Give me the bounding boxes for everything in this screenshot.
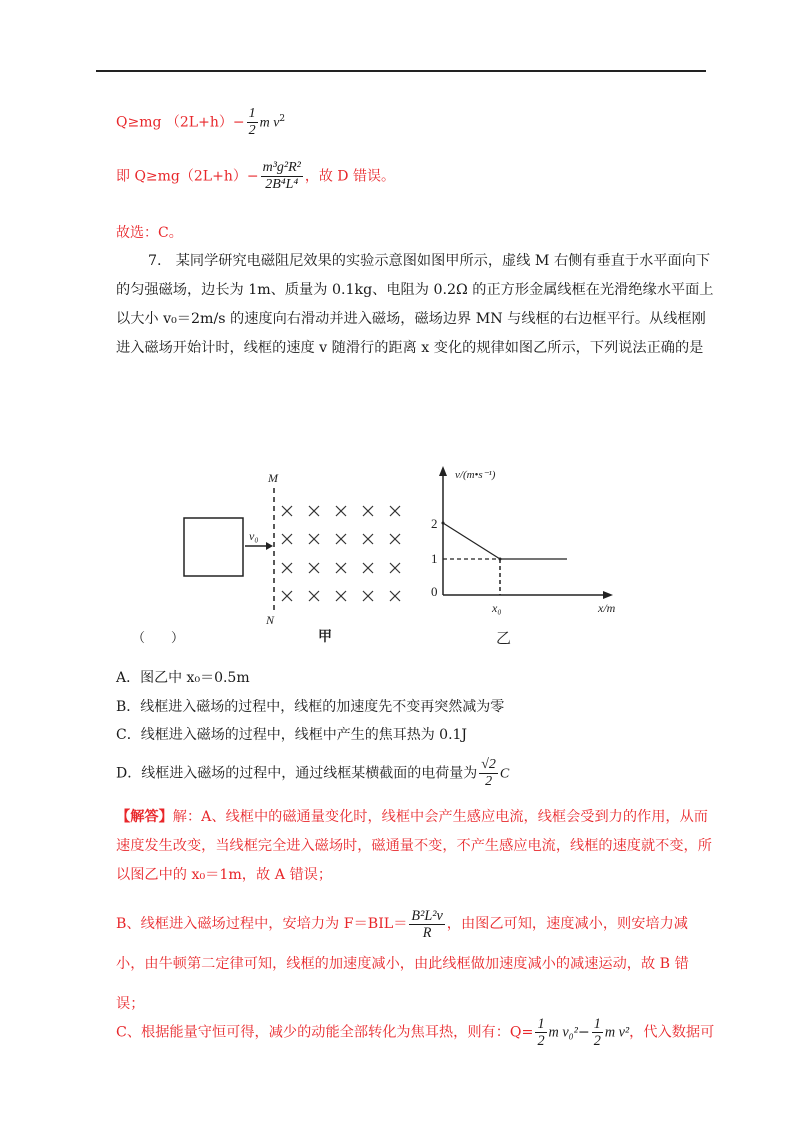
- y-tick-1: 1: [431, 551, 438, 566]
- data-point-x0: [499, 558, 502, 561]
- label-v0: v₀: [249, 529, 259, 543]
- option-C[interactable]: C．线框进入磁场的过程中，线框中产生的焦耳热为 0.1J: [116, 727, 468, 743]
- y-tick-2: 2: [431, 516, 438, 531]
- minus-sign: −: [232, 114, 245, 131]
- figure: [110, 460, 650, 655]
- option-A[interactable]: A．图乙中 x₀＝0.5m: [116, 670, 250, 686]
- option-D[interactable]: [116, 757, 509, 790]
- fraction-numerator: √2: [481, 757, 496, 772]
- charge-unit: C: [499, 766, 510, 782]
- fraction-denominator: 2: [248, 123, 256, 138]
- caption-jia: 甲: [318, 630, 332, 645]
- fraction-big: [261, 160, 303, 193]
- caption-yi: 乙: [496, 631, 512, 647]
- question-text: 7. 某同学研究电磁阻尼效果的实验示意图如图甲所示，虚线 M 右侧有垂直于水平面向下的匀强磁场，边长为 1m、质量为 0.1kg、电阻为 0.2Ω 的正方形金属线框在光滑绝缘水平面上以大小 v₀＝2m/s 的速度向右滑动并进入磁场，磁场边界 MN 与线框的右边框平行。从线框刚进入磁场开始计时，线框的速度 v 随滑行的距离 x 变化的规律如图乙所示，下列说法正确的是: [116, 253, 714, 356]
- option-B[interactable]: B．线框进入磁场的过程中，线框的加速度先不变再突然减为零: [116, 699, 505, 715]
- solution-A-text: 解：A、线框中的磁通量变化时，线框中会产生感应电流，线框会受到力的作用，从而速度发生改变，当线框完全进入磁场时，磁通量不变，不产生感应电流，线框的速度就不变，所以图乙中的 x₀＝1m，故 A 错误；: [116, 809, 712, 883]
- option-D-text: D．线框进入磁场的过程中，通过线框某横截面的电荷量为: [116, 765, 478, 782]
- fraction-numerator: m³g²R²: [262, 160, 301, 175]
- label-M: M: [268, 471, 278, 485]
- formula-text: 即 Q≥mg（2L+h）: [116, 168, 247, 185]
- formula-suffix: ，故 D 错误。: [304, 168, 395, 185]
- kinetic-term-initial: m v₀²: [548, 1024, 578, 1041]
- fraction-half: [592, 1016, 603, 1049]
- formula-line-1: [116, 106, 285, 139]
- label-N: N: [266, 613, 275, 627]
- fraction-numerator: B²L²v: [411, 907, 443, 924]
- header-rule: [96, 70, 706, 72]
- data-point-start: [442, 522, 445, 525]
- solution-part-A: [116, 803, 716, 890]
- fraction-half: [247, 106, 258, 139]
- fraction-denominator: 2: [593, 1033, 601, 1049]
- graph: [431, 466, 616, 615]
- solution-C-prefix: C、根据能量守恒可得，减少的动能全部转化为焦耳热，则有：Q=: [116, 1024, 534, 1041]
- x-axis-arrow: [603, 591, 613, 599]
- solution-C-suffix: ，代入数据可: [629, 1024, 715, 1041]
- solution-part-B: [116, 904, 716, 1024]
- formula-text: Q≥mg （2L+h）: [116, 114, 233, 131]
- x-axis-label: x/m: [598, 601, 616, 615]
- kinetic-term-final: m v²: [604, 1024, 630, 1041]
- fraction-numerator: 1: [537, 1016, 545, 1032]
- y-axis-arrow: [439, 466, 447, 476]
- charge-fraction: [479, 757, 498, 790]
- magnetic-field-crosses: [282, 506, 400, 601]
- exponent: 2: [279, 113, 286, 124]
- fraction-numerator: 1: [248, 106, 256, 121]
- ampere-force-fraction: [409, 908, 444, 941]
- formula-line-2: [116, 160, 395, 193]
- fraction-denominator: 2: [537, 1033, 545, 1049]
- minus-sign: −: [577, 1024, 590, 1041]
- minus-sign: −: [246, 168, 259, 185]
- y-tick-0: 0: [431, 584, 438, 599]
- arrow-head: [266, 542, 273, 550]
- series-segment-decel: [443, 523, 500, 559]
- answer-blank: （ ）: [132, 630, 185, 645]
- x-tick-x0: x₀: [492, 601, 502, 615]
- fraction-half: [535, 1016, 546, 1049]
- fraction-denominator: R: [422, 924, 432, 941]
- solution-B-text: ，由图乙可知，速度减小，则安培力减小，由牛顿第二定律可知，线框的加速度减小，由此线框做加速度减小的减速运动，故 B 错误；: [116, 916, 689, 1012]
- fraction-denominator: 2B⁴L⁴: [265, 177, 299, 192]
- wire-frame: [184, 518, 243, 576]
- answer-previous: 故选：C。: [116, 225, 183, 241]
- y-axis-label: v/(m•s⁻¹): [455, 469, 496, 481]
- solution-part-C: [116, 1016, 714, 1049]
- fraction-denominator: 2: [485, 774, 493, 789]
- solution-B-prefix: B、线框进入磁场过程中，安培力为 F＝BIL＝: [116, 916, 408, 932]
- fraction-numerator: 1: [593, 1016, 601, 1032]
- mv-term: m v: [259, 115, 280, 131]
- solution-tag: 【解答】: [116, 809, 173, 825]
